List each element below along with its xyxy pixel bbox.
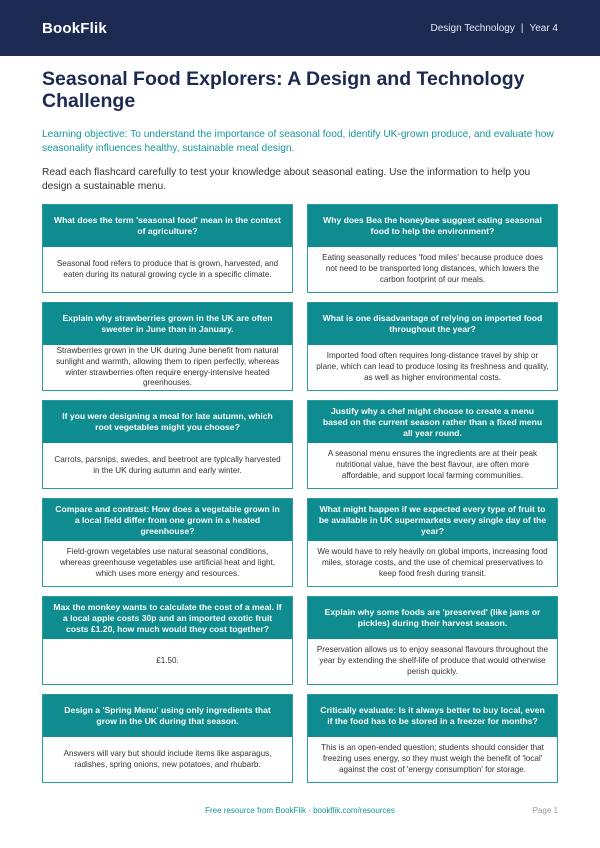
flashcard-answer: We would have to rely heavily on global imports, increasing food miles, storage costs, and the use of chemical preservatives to keep food fresh during transit. bbox=[308, 541, 557, 586]
flashcard-answer: A seasonal menu ensures the ingredients are at their peak nutritional value, have the best flavour, are often more affordable, and support local farming communities. bbox=[308, 443, 557, 488]
flashcard-answer: £1.50. bbox=[43, 639, 292, 684]
flashcard bbox=[307, 400, 558, 489]
flashcard-question: Max the monkey wants to calculate the cost of a meal. If a local apple costs 30p and an imported exotic fruit costs £1.20, how much would they cost together? bbox=[43, 597, 292, 639]
flashcard-question: Compare and contrast: How does a vegetable grown in a local field differ from one grown in a heated greenhouse? bbox=[43, 499, 292, 541]
flashcard-question: Justify why a chef might choose to create a menu based on the current season rather than a fixed menu all year round. bbox=[308, 401, 557, 443]
flashcard-question: Explain why some foods are 'preserved' (like jams or pickles) during their harvest season. bbox=[308, 597, 557, 639]
flashcard bbox=[42, 400, 293, 489]
page-footer bbox=[42, 806, 558, 815]
brand-logo[interactable]: BookFlik bbox=[42, 19, 107, 37]
year-label: Year 4 bbox=[529, 22, 558, 34]
flashcard bbox=[307, 694, 558, 783]
flashcard-question: Design a 'Spring Menu' using only ingredients that grow in the UK during that season. bbox=[43, 695, 292, 737]
page-title: Seasonal Food Explorers: A Design and Technology Challenge bbox=[42, 68, 525, 112]
flashcard-answer: Seasonal food refers to produce that is grown, harvested, and eaten during its natural growing cycle in a specific climate. bbox=[43, 247, 292, 292]
flashcard bbox=[42, 694, 293, 783]
flashcard-question: Explain why strawberries grown in the UK are often sweeter in June than in January. bbox=[43, 303, 292, 345]
page-header bbox=[0, 0, 600, 56]
flashcard-question: What might happen if we expected every type of fruit to be available in UK supermarkets every single day of the year? bbox=[308, 499, 557, 541]
flashcard-answer: Imported food often requires long-distance travel by ship or plane, which can lead to produce losing its freshness and quality, as well as higher environmental costs. bbox=[308, 345, 557, 390]
flashcard-answer: Strawberries grown in the UK during June benefit from natural sunlight and warmth, allowing them to ripen perfectly, whereas winter strawberries often require energy-intensive heated greenhouses. bbox=[43, 345, 292, 390]
flashcard bbox=[42, 498, 293, 587]
flashcard bbox=[307, 596, 558, 685]
header-meta bbox=[431, 23, 558, 34]
learning-objective: Learning objective: To understand the importance of seasonal food, identify UK-grown produce, and evaluate how seasonality influences healthy, sustainable meal design. bbox=[42, 129, 554, 154]
flashcard bbox=[307, 204, 558, 293]
flashcard-answer: Eating seasonally reduces 'food miles' because produce does not need to be transported long distances, which lowers the carbon footprint of our meals. bbox=[308, 247, 557, 292]
page-number: Page 1 bbox=[532, 806, 558, 815]
flashcard-answer: Field-grown vegetables use natural seasonal conditions, whereas greenhouse vegetables use artificial heat and light, which uses more energy and resources. bbox=[43, 541, 292, 586]
flashcard-answer: This is an open-ended question; students should consider that freezing uses energy, so they must weigh the benefit of 'local' against the cost of 'energy consumption' for storage. bbox=[308, 737, 557, 782]
flashcard-answer: Preservation allows us to enjoy seasonal flavours throughout the year by extending the shelf-life of produce that would otherwise perish quickly. bbox=[308, 639, 557, 684]
footer-link[interactable]: Free resource from BookFlik · bookflik.com/resources bbox=[205, 806, 395, 815]
flashcard bbox=[307, 498, 558, 587]
flashcard bbox=[42, 596, 293, 685]
flashcard-question: Why does Bea the honeybee suggest eating seasonal food to help the environment? bbox=[308, 205, 557, 247]
flashcard-question: Critically evaluate: Is it always better to buy local, even if the food has to be stored in a freezer for months? bbox=[308, 695, 557, 737]
intro-text: Read each flashcard carefully to test your knowledge about seasonal eating. Use the information to help you design a sustainable menu. bbox=[42, 167, 531, 192]
flashcard-question: What is one disadvantage of relying on imported food throughout the year? bbox=[308, 303, 557, 345]
flashcard-question: If you were designing a meal for late autumn, which root vegetables might you choose? bbox=[43, 401, 292, 443]
flashcard-answer: Answers will vary but should include items like asparagus, radishes, spring onions, new potatoes, and rhubarb. bbox=[43, 737, 292, 782]
flashcard bbox=[42, 302, 293, 391]
flashcard bbox=[307, 302, 558, 391]
flashcard-grid bbox=[42, 204, 558, 783]
main-content bbox=[0, 68, 600, 194]
flashcard-question: What does the term 'seasonal food' mean in the context of agriculture? bbox=[43, 205, 292, 247]
meta-separator: | bbox=[520, 22, 524, 34]
flashcard bbox=[42, 204, 293, 293]
subject-label: Design Technology bbox=[430, 22, 515, 34]
flashcard-answer: Carrots, parsnips, swedes, and beetroot are typically harvested in the UK during autumn and early winter. bbox=[43, 443, 292, 488]
